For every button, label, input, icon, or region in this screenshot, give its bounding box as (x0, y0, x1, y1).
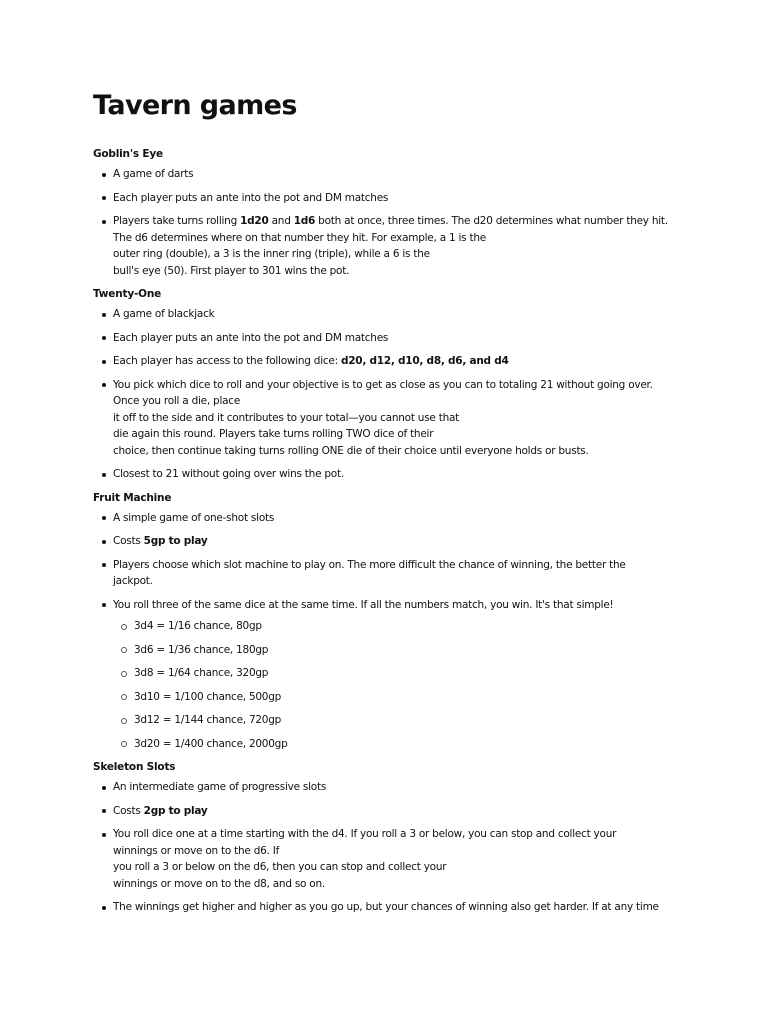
list-item: Each player puts an ante into the pot and DM matches (113, 190, 683, 207)
list-item: Each player has access to the following dice: d20, d12, d10, d8, d6, and d4 (113, 353, 683, 370)
odds-sublist (113, 618, 683, 752)
skeleton-slots-list (93, 779, 683, 916)
list-item: Costs 2gp to play (113, 803, 683, 820)
goblins-eye-list (93, 166, 683, 279)
list-item: The winnings get higher and higher as you go up, but your chances of winning also get harder. If at any time (113, 899, 683, 916)
sublist-item: 3d6 = 1/36 chance, 180gp (134, 642, 683, 659)
sublist-item: 3d20 = 1/400 chance, 2000gp (134, 736, 683, 753)
section-heading-goblins-eye: Goblin's Eye (93, 148, 163, 160)
list-item: You roll three of the same dice at the same time. If all the numbers match, you win. It's that simple! 3d4 = 1/16 chance, 80gp 3d6 = 1/36 chance, 180gp 3d8 = 1/64 chance, 320gp 3d10 = 1/100 chance, 500gp 3d12 = 1/144 chance, 720gp 3d20 = 1/400 chance, 2000gp (113, 597, 683, 753)
sublist-item: 3d4 = 1/16 chance, 80gp (134, 618, 683, 635)
sublist-item: 3d8 = 1/64 chance, 320gp (134, 665, 683, 682)
list-item: Each player puts an ante into the pot and DM matches (113, 330, 683, 347)
document-page (93, 88, 683, 923)
list-item: Players take turns rolling 1d20 and 1d6 both at once, three times. The d20 determines what number they hit. The d6 determines where on that number they hit. For example, a 1 is the outer ring (double), a 3 is the inner ring (triple), while a 6 is the bull's eye (50). First player to 301 wins the pot. (113, 213, 683, 279)
list-item: A simple game of one-shot slots (113, 510, 683, 527)
section-heading-twenty-one: Twenty-One (93, 288, 162, 300)
sublist-item: 3d12 = 1/144 chance, 720gp (134, 712, 683, 729)
list-item: Closest to 21 without going over wins the pot. (113, 466, 683, 483)
sublist-item: 3d10 = 1/100 chance, 500gp (134, 689, 683, 706)
list-item: You roll dice one at a time starting with the d4. If you roll a 3 or below, you can stop and collect your winnings or move on to the d6. If you roll a 3 or below on the d6, then you can stop and collect your winnings or move on to the d8, and so on. (113, 826, 683, 892)
list-item: Players choose which slot machine to play on. The more difficult the chance of winning, the better the jackpot. (113, 557, 683, 590)
list-item: An intermediate game of progressive slots (113, 779, 683, 796)
list-item: You pick which dice to roll and your objective is to get as close as you can to totaling 21 without going over. Once you roll a die, place it off to the side and it contributes to your total—you cannot use that die again this round. Players take turns rolling TWO dice of their choice, then continue taking turns rolling ONE die of their choice until everyone holds or busts. (113, 377, 683, 460)
fruit-machine-list (93, 510, 683, 753)
section-heading-fruit-machine: Fruit Machine (93, 491, 172, 504)
twenty-one-list (93, 306, 683, 483)
list-item: Costs 5gp to play (113, 533, 683, 550)
page-title: Tavern games (93, 90, 297, 121)
section-heading-skeleton-slots: Skeleton Slots (93, 761, 176, 773)
list-item: A game of blackjack (113, 306, 683, 323)
list-item: A game of darts (113, 166, 683, 183)
